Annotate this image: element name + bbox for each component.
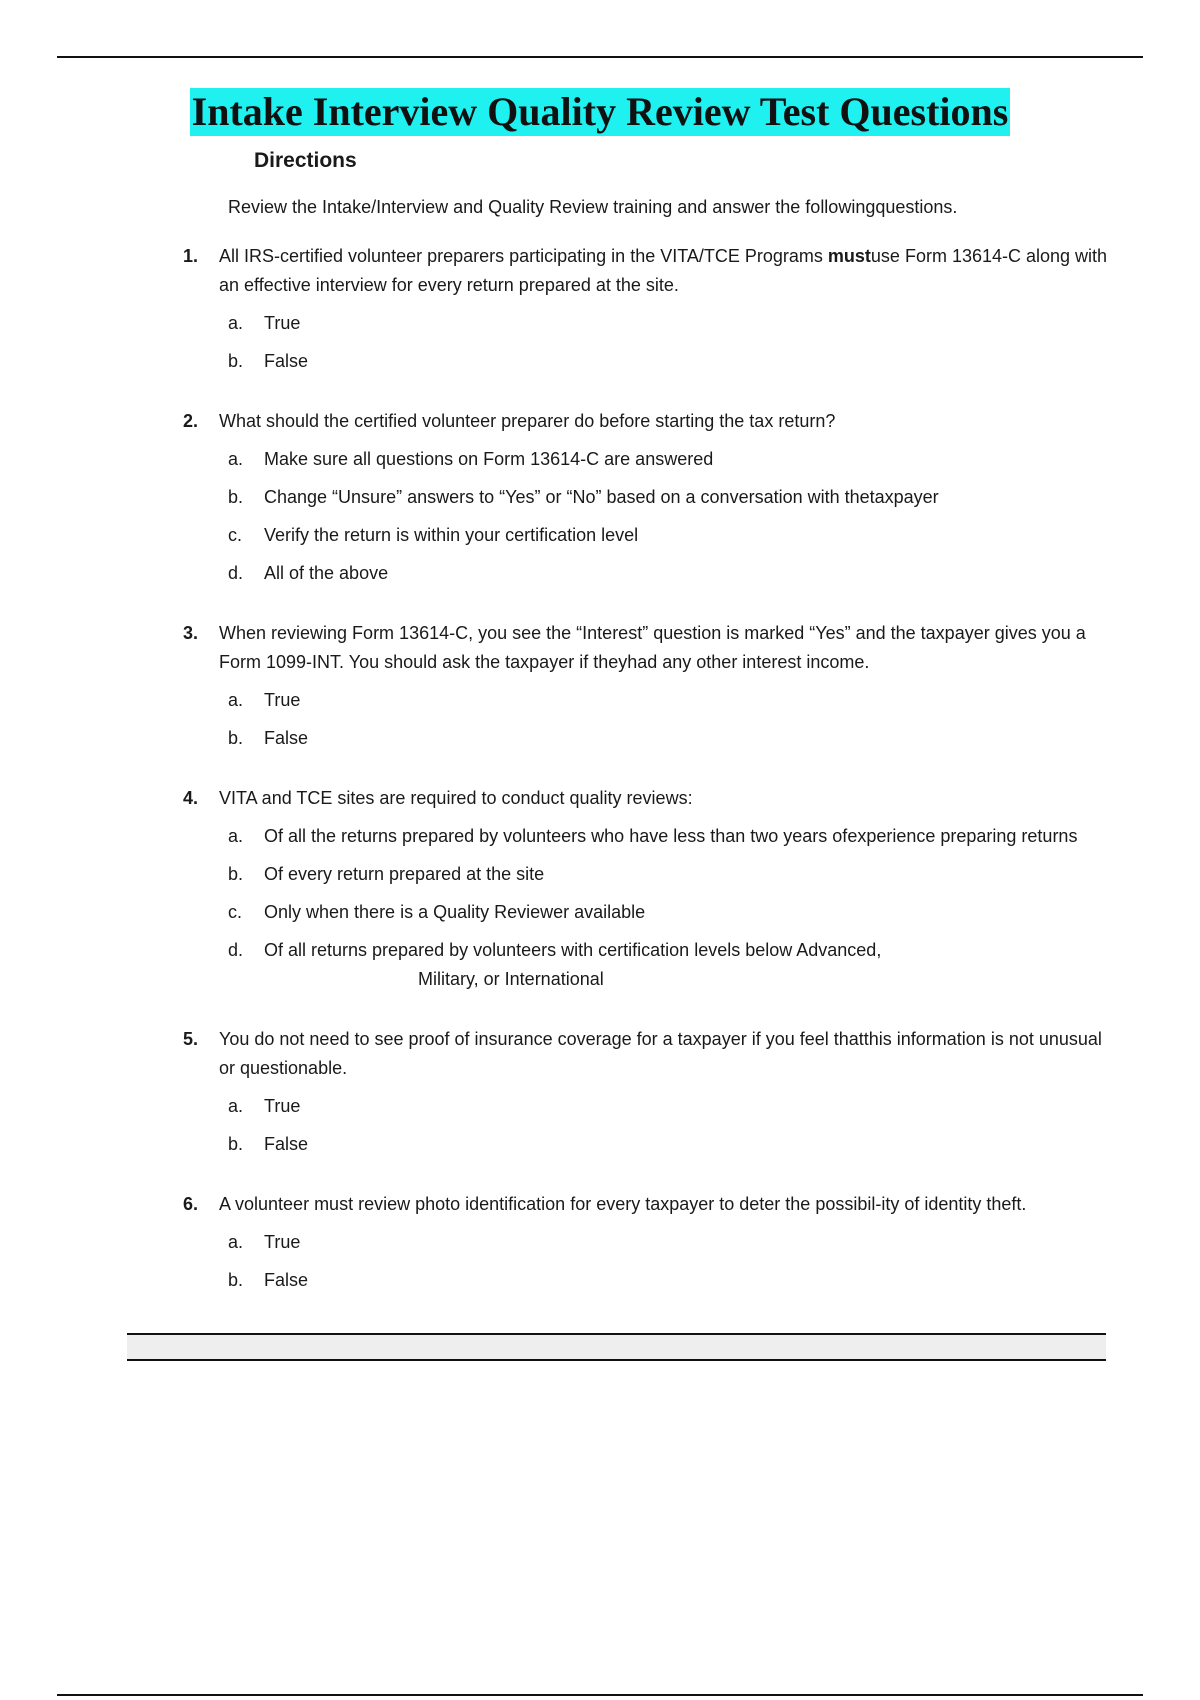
answer-option-a[interactable]	[219, 686, 1120, 715]
option-text: Of every return prepared at the site	[264, 864, 545, 884]
option-letter: d.	[228, 940, 244, 960]
option-letter: c.	[228, 525, 243, 545]
top-rule	[57, 56, 1143, 58]
answer-option-d[interactable]	[219, 559, 1120, 588]
question-number: 3.	[183, 623, 199, 643]
option-text: Only when there is a Quality Reviewer available	[264, 902, 646, 922]
question-6	[180, 1190, 1120, 1295]
answer-option-a[interactable]	[219, 445, 1120, 474]
option-text: True	[264, 1232, 301, 1252]
answer-options	[219, 1092, 1120, 1159]
option-text: False	[264, 1134, 309, 1154]
option-letter: a.	[228, 449, 244, 469]
answer-option-a[interactable]	[219, 1228, 1120, 1257]
question-number: 5.	[183, 1029, 199, 1049]
option-letter: b.	[228, 728, 244, 748]
option-letter: b.	[228, 1134, 244, 1154]
question-2	[180, 407, 1120, 588]
option-text: All of the above	[264, 563, 389, 583]
option-text: Verify the return is within your certification level	[264, 525, 639, 545]
option-text: True	[264, 1096, 301, 1116]
question-list	[180, 242, 1120, 1326]
option-letter: a.	[228, 313, 244, 333]
answer-options	[219, 686, 1120, 753]
option-letter: d.	[228, 563, 244, 583]
option-letter: a.	[228, 690, 244, 710]
option-letter: c.	[228, 902, 243, 922]
question-number: 4.	[183, 788, 199, 808]
answer-option-b[interactable]	[219, 1130, 1120, 1159]
question-text: VITA and TCE sites are required to conduct quality reviews:	[219, 788, 693, 808]
question-number: 2.	[183, 411, 199, 431]
answer-option-d[interactable]	[219, 936, 1120, 994]
question-4	[180, 784, 1120, 994]
answer-options	[219, 1228, 1120, 1295]
answer-options	[219, 309, 1120, 376]
option-text: False	[264, 728, 309, 748]
question-text: When reviewing Form 13614-C, you see the “Interest” question is marked “Yes” and the taxpayer gives you a Form 1099-INT. You should ask the taxpayer if theyhad any other interest income.	[219, 623, 1086, 672]
option-text: Of all the returns prepared by volunteers who have less than two years ofexperience preparing returns	[264, 826, 1078, 846]
title-container	[0, 88, 1200, 136]
answer-option-b[interactable]	[219, 724, 1120, 753]
option-text: False	[264, 351, 309, 371]
question-text: You do not need to see proof of insurance coverage for a taxpayer if you feel thatthis information is not unusual or questionable.	[219, 1029, 1102, 1078]
option-text-continuation: Military, or International	[418, 969, 604, 989]
question-text-end: use Form 13614-C along with an effective interview for every return prepared at the site.	[219, 246, 1108, 295]
option-letter: b.	[228, 1270, 244, 1290]
option-letter: b.	[228, 487, 244, 507]
answer-option-b[interactable]	[219, 1266, 1120, 1295]
option-text: True	[264, 690, 301, 710]
option-letter: a.	[228, 826, 244, 846]
option-letter: b.	[228, 351, 244, 371]
option-letter: a.	[228, 1232, 244, 1252]
answer-option-b[interactable]	[219, 483, 1120, 512]
option-text: True	[264, 313, 301, 333]
answer-option-c[interactable]	[219, 898, 1120, 927]
question-text	[219, 242, 1120, 300]
footer-band	[127, 1333, 1106, 1361]
answer-options	[219, 445, 1120, 588]
answer-option-a[interactable]	[219, 822, 1120, 851]
question-5	[180, 1025, 1120, 1159]
option-text: Change “Unsure” answers to “Yes” or “No” based on a conversation with thetaxpayer	[264, 487, 939, 507]
option-letter: a.	[228, 1096, 244, 1116]
directions-heading: Directions	[254, 149, 357, 172]
answer-option-b[interactable]	[219, 347, 1120, 376]
answer-options	[219, 822, 1120, 994]
answer-option-a[interactable]	[219, 309, 1120, 338]
answer-option-a[interactable]	[219, 1092, 1120, 1121]
page-title: Intake Interview Quality Review Test Questions	[191, 89, 1009, 134]
question-3	[180, 619, 1120, 753]
answer-option-c[interactable]	[219, 521, 1120, 550]
question-text: A volunteer must review photo identification for every taxpayer to deter the possibil-ity of identity theft.	[219, 1194, 1027, 1214]
question-text-emphasis: must	[827, 246, 871, 266]
question-1	[180, 242, 1120, 376]
question-number: 6.	[183, 1194, 199, 1214]
question-text: What should the certified volunteer preparer do before starting the tax return?	[219, 411, 836, 431]
option-text: Make sure all questions on Form 13614-C are answered	[264, 449, 714, 469]
option-text: False	[264, 1270, 309, 1290]
bottom-rule	[57, 1694, 1143, 1696]
answer-option-b[interactable]	[219, 860, 1120, 889]
question-text-start: All IRS-certified volunteer preparers participating in the VITA/TCE Programs	[219, 246, 828, 266]
question-number: 1.	[183, 246, 199, 266]
intro-text: Review the Intake/Interview and Quality Review training and answer the followingquestions.	[228, 197, 958, 217]
option-text: Of all returns prepared by volunteers with certification levels below Advanced,	[264, 940, 882, 960]
option-letter: b.	[228, 864, 244, 884]
